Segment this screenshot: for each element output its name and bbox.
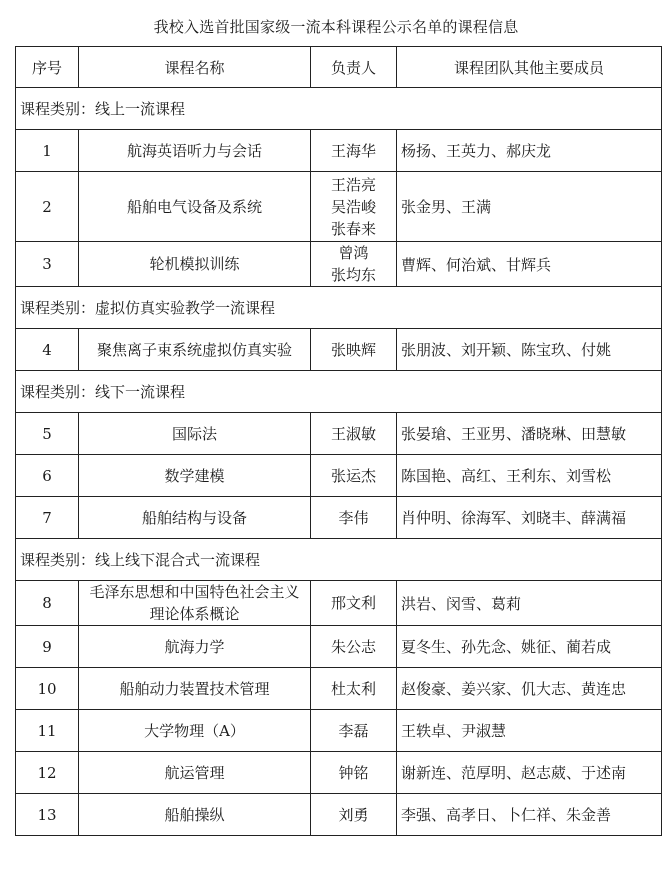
team-members: 洪岩、闵雪、葛莉: [397, 581, 662, 626]
header-no: 序号: [16, 47, 79, 88]
table-row: [16, 497, 662, 539]
table-row: [16, 130, 662, 172]
row-number: 6: [16, 455, 79, 497]
table-row: [16, 329, 662, 371]
header-lead: 负责人: [311, 47, 397, 88]
table-body: [16, 88, 662, 836]
table-header-row: [16, 47, 662, 88]
row-number: 8: [16, 581, 79, 626]
row-number: 1: [16, 130, 79, 172]
team-members: 夏冬生、孙先念、姚征、蔺若成: [397, 626, 662, 668]
course-lead: 张运杰: [311, 455, 397, 497]
team-members: 肖仲明、徐海军、刘晓丰、薛满福: [397, 497, 662, 539]
team-members: 王轶卓、尹淑慧: [397, 710, 662, 752]
row-number: 4: [16, 329, 79, 371]
course-lead: 王淑敏: [311, 413, 397, 455]
course-name: 船舶动力装置技术管理: [79, 668, 311, 710]
category-row: [16, 88, 662, 130]
course-name: 船舶操纵: [79, 794, 311, 836]
table-row: [16, 710, 662, 752]
team-members: 张晏瑲、王亚男、潘晓琳、田慧敏: [397, 413, 662, 455]
course-name: 航海英语听力与会话: [79, 130, 311, 172]
category-label: 课程类别：线上一流课程: [16, 88, 662, 130]
row-number: 9: [16, 626, 79, 668]
team-members: 李强、高孝日、卜仁祥、朱金善: [397, 794, 662, 836]
header-course: 课程名称: [79, 47, 311, 88]
category-label: 课程类别：虚拟仿真实验教学一流课程: [16, 287, 662, 329]
table-row: [16, 172, 662, 242]
course-name: 国际法: [79, 413, 311, 455]
row-number: 11: [16, 710, 79, 752]
category-label: 课程类别：线上线下混合式一流课程: [16, 539, 662, 581]
row-number: 12: [16, 752, 79, 794]
course-name: 大学物理（A）: [79, 710, 311, 752]
row-number: 7: [16, 497, 79, 539]
table-row: [16, 455, 662, 497]
table-row: [16, 752, 662, 794]
team-members: 杨扬、王英力、郝庆龙: [397, 130, 662, 172]
course-name: 数学建模: [79, 455, 311, 497]
course-lead: 王浩亮 吴浩峻 张春来: [311, 172, 397, 242]
course-name: 航运管理: [79, 752, 311, 794]
row-number: 3: [16, 242, 79, 287]
table-row: [16, 413, 662, 455]
course-name: 船舶结构与设备: [79, 497, 311, 539]
row-number: 13: [16, 794, 79, 836]
table-row: [16, 242, 662, 287]
row-number: 10: [16, 668, 79, 710]
course-lead: 张映辉: [311, 329, 397, 371]
course-lead: 王海华: [311, 130, 397, 172]
team-members: 谢新连、范厚明、赵志葳、于述南: [397, 752, 662, 794]
team-members: 张朋波、刘开颖、陈宝玖、付姚: [397, 329, 662, 371]
course-name: 船舶电气设备及系统: [79, 172, 311, 242]
table-row: [16, 581, 662, 626]
course-name: 航海力学: [79, 626, 311, 668]
document-title: 我校入选首批国家级一流本科课程公示名单的课程信息: [153, 18, 519, 36]
team-members: 陈国艳、高红、王利东、刘雪松: [397, 455, 662, 497]
category-row: [16, 287, 662, 329]
table-row: [16, 794, 662, 836]
category-row: [16, 371, 662, 413]
course-table: [15, 46, 662, 836]
team-members: 赵俊豪、姜兴家、仉大志、黄连忠: [397, 668, 662, 710]
course-lead: 刘勇: [311, 794, 397, 836]
course-lead: 邢文利: [311, 581, 397, 626]
course-name: 毛泽东思想和中国特色社会主义理论体系概论: [79, 581, 311, 626]
category-label: 课程类别：线下一流课程: [16, 371, 662, 413]
course-lead: 朱公志: [311, 626, 397, 668]
course-lead: 杜太利: [311, 668, 397, 710]
course-lead: 李磊: [311, 710, 397, 752]
course-lead: 钟铭: [311, 752, 397, 794]
team-members: 曹辉、何治斌、甘辉兵: [397, 242, 662, 287]
course-name: 聚焦离子束系统虚拟仿真实验: [79, 329, 311, 371]
header-members: 课程团队其他主要成员: [397, 47, 662, 88]
course-lead: 李伟: [311, 497, 397, 539]
category-row: [16, 539, 662, 581]
row-number: 2: [16, 172, 79, 242]
row-number: 5: [16, 413, 79, 455]
team-members: 张金男、王满: [397, 172, 662, 242]
table-row: [16, 626, 662, 668]
course-lead: 曾鸿 张均东: [311, 242, 397, 287]
table-row: [16, 668, 662, 710]
course-name: 轮机模拟训练: [79, 242, 311, 287]
